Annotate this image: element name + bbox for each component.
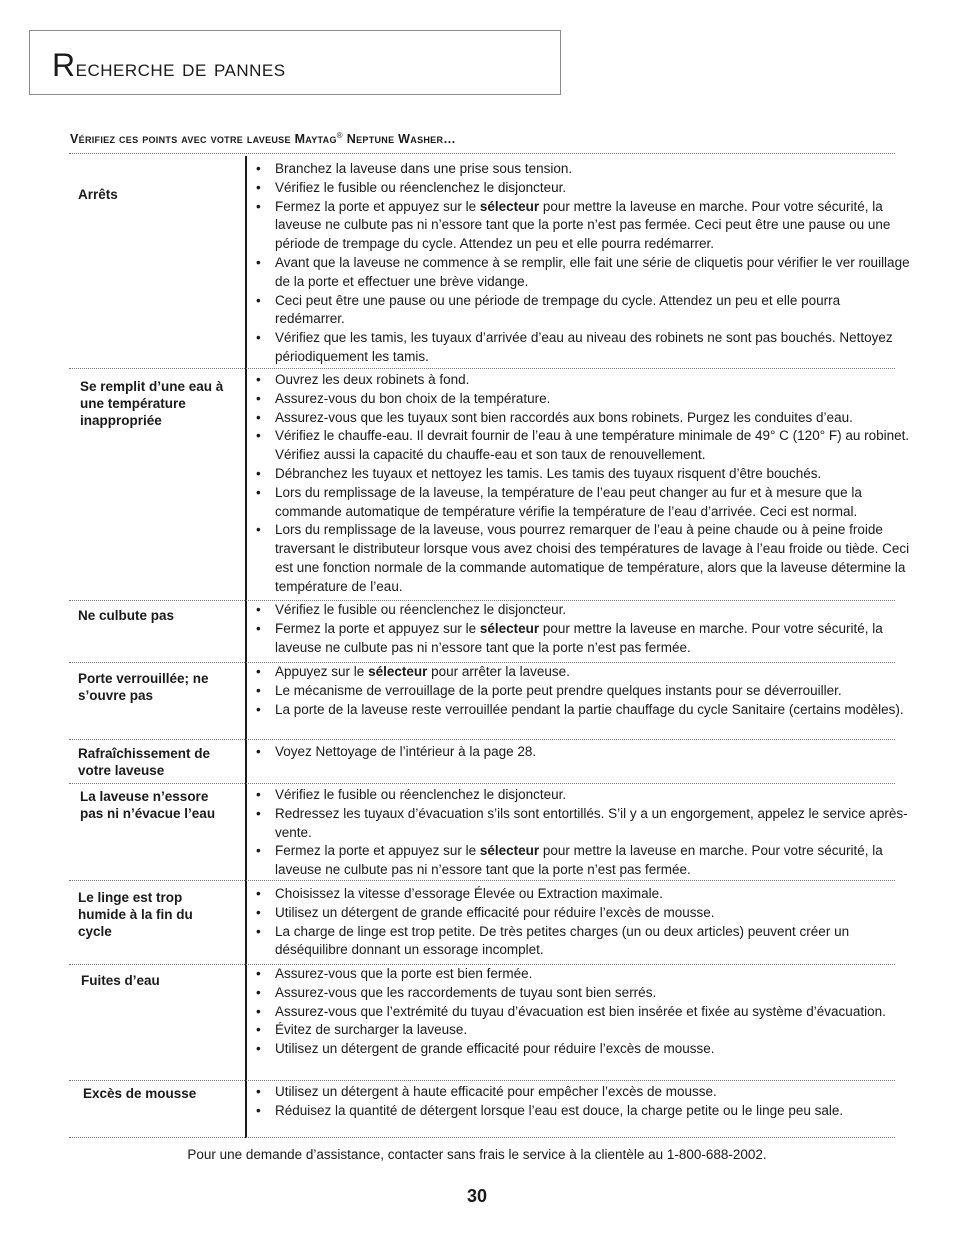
row-label: Rafraîchissement de votre laveuse	[78, 746, 211, 778]
list-item: • Assurez-vous du bon choix de la température.	[253, 390, 913, 409]
list-item: • Utilisez un détergent à haute efficacité pour empêcher l’excès de mousse.	[253, 1083, 913, 1102]
row-items	[253, 786, 913, 880]
list-item: • Branchez la laveuse dans une prise sous tension.	[253, 160, 913, 179]
list-item: • La charge de linge est trop petite. De très petites charges (un ou deux articles) peuvent créer un déséquilibre donnant un essorage incomplet.	[253, 923, 913, 961]
list-item: • Vérifiez le fusible ou réenclenchez le disjoncteur.	[253, 786, 913, 805]
list-item: • Appuyez sur le sélecteur pour arrêter la laveuse.	[253, 663, 913, 682]
row-label: Excès de mousse	[83, 1086, 197, 1101]
row-label: Ne culbute pas	[78, 608, 175, 623]
section-heading: Vérifiez ces points avec votre laveuse Maytag® Neptune Washer…	[70, 131, 457, 147]
list-item: • Voyez Nettoyage de l’intérieur à la page 28.	[253, 743, 913, 762]
row-items	[253, 601, 913, 657]
row-items	[253, 885, 913, 960]
list-item: • Vérifiez le fusible ou réenclenchez le disjoncteur.	[253, 179, 913, 198]
list-item: • Lors du remplissage de la laveuse, vous pourrez remarquer de l’eau à peine chaude ou à peine froide traversant le distributeur lorsque vous avez choisi des températures de lavage à l’eau froide ou tiède. Ceci est une fonction normale de la commande automatique de température, alors que la laveuse détermine la température de l’eau.	[253, 521, 913, 596]
emphasis-text: sélecteur	[368, 664, 428, 679]
list-item: • Vérifiez le fusible ou réenclenchez le disjoncteur.	[253, 601, 913, 620]
row-label: Fuites d’eau	[81, 973, 160, 988]
row-items	[253, 965, 913, 1059]
list-item: • Le mécanisme de verrouillage de la porte peut prendre quelques instants pour se déverrouiller.	[253, 682, 913, 701]
row-label: Le linge est trop humide à la fin du cycle	[78, 890, 193, 939]
title-box	[29, 30, 561, 95]
divider-top	[69, 153, 895, 154]
list-item: • Assurez-vous que l’extrémité du tuyau d’évacuation est bien insérée et fixée au système d’évacuation.	[253, 1003, 913, 1022]
list-item: • Ouvrez les deux robinets à fond.	[253, 371, 913, 390]
footer-note: Pour une demande d’assistance, contacter sans frais le service à la clientèle au 1-800-688-2002.	[187, 1147, 767, 1162]
list-item: • Vérifiez que les tamis, les tuyaux d’arrivée d’eau au niveau des robinets ne sont pas bouchés. Nettoyez périodiquement les tamis.	[253, 329, 913, 367]
row-divider	[69, 368, 895, 369]
list-item: • Assurez-vous que la porte est bien fermée.	[253, 965, 913, 984]
list-item: • Ceci peut être une pause ou une période de trempage du cycle. Attendez un peu et elle pourra redémarrer.	[253, 292, 913, 330]
row-divider	[69, 783, 895, 784]
list-item: • Lors du remplissage de la laveuse, la température de l’eau peut changer au fur et à mesure que la commande automatique de température vérifie la température de l’eau d’arrivée. Ceci est normal.	[253, 484, 913, 522]
list-item: • Réduisez la quantité de détergent lorsque l’eau est douce, la charge petite ou le linge peu sale.	[253, 1102, 913, 1121]
column-divider	[245, 156, 247, 1138]
row-label: La laveuse n’essore pas ni n’évacue l’eau	[80, 789, 216, 821]
emphasis-text: sélecteur	[479, 843, 540, 859]
list-item: • Fermez la porte et appuyez sur le sélecteur pour mettre la laveuse en marche. Pour votre sécurité, la laveuse ne culbute pas ni n’essore tant que la porte n’est pas fermée.	[253, 620, 913, 658]
list-item: • Évitez de surcharger la laveuse.	[253, 1021, 913, 1040]
list-item: • La porte de la laveuse reste verrouillée pendant la partie chauffage du cycle Sanitaire (certains modèles).	[253, 701, 913, 720]
row-divider	[69, 1080, 895, 1081]
list-item: • Choisissez la vitesse d’essorage Élevée ou Extraction maximale.	[253, 885, 913, 904]
emphasis-text: sélecteur	[479, 620, 540, 636]
page-number: 30	[466, 1186, 488, 1206]
list-item: • Redressez les tuyaux d’évacuation s’ils sont entortillés. S’il y a un engorgement, appelez le service après-vente.	[253, 805, 913, 843]
list-item: • Fermez la porte et appuyez sur le sélecteur pour mettre la laveuse en marche. Pour votre sécurité, la laveuse ne culbute pas ni n’essore tant que la porte n’est pas fermée.	[253, 842, 913, 880]
list-item: • Débranchez les tuyaux et nettoyez les tamis. Les tamis des tuyaux risquent d’être bouchés.	[253, 465, 913, 484]
row-items	[253, 663, 913, 719]
list-item: • Assurez-vous que les tuyaux sont bien raccordés aux bons robinets. Purgez les conduites d’eau.	[253, 409, 913, 428]
list-item: • Avant que la laveuse ne commence à se remplir, elle fait une série de cliquetis pour vérifier le ver rouillage de la porte et effectuer une brève vidange.	[253, 254, 913, 292]
row-divider	[69, 1137, 895, 1138]
row-items	[253, 160, 913, 367]
emphasis-text: sélecteur	[479, 198, 540, 214]
row-items	[253, 743, 913, 762]
row-divider	[69, 739, 895, 740]
list-item: • Fermez la porte et appuyez sur le sélecteur pour mettre la laveuse en marche. Pour votre sécurité, la laveuse ne culbute pas ni n’essore tant que la porte n’est pas fermée. Ceci peut être une pause ou une période de trempage du cycle. Attendez un peu et elle pourra redémarrer.	[253, 198, 913, 254]
row-items	[253, 371, 913, 597]
list-item: • Assurez-vous que les raccordements de tuyau sont bien serrés.	[253, 984, 913, 1003]
page-title: Recherche de pannes	[52, 47, 286, 83]
row-label: Se remplit d’une eau à une température inappropriée	[80, 379, 224, 428]
list-item: • Vérifiez le chauffe-eau. Il devrait fournir de l’eau à une température minimale de 49° C (120° F) au robinet. Vérifiez aussi la capacité du chauffe-eau et son taux de renouvellement.	[253, 427, 913, 465]
list-item: • Utilisez un détergent de grande efficacité pour réduire l’excès de mousse.	[253, 904, 913, 923]
row-divider	[69, 880, 895, 881]
row-items	[253, 1083, 913, 1121]
row-label: Porte verrouillée; ne s’ouvre pas	[78, 671, 209, 703]
row-label: Arrêts	[78, 187, 118, 202]
list-item: • Utilisez un détergent de grande efficacité pour réduire l’excès de mousse.	[253, 1040, 913, 1059]
